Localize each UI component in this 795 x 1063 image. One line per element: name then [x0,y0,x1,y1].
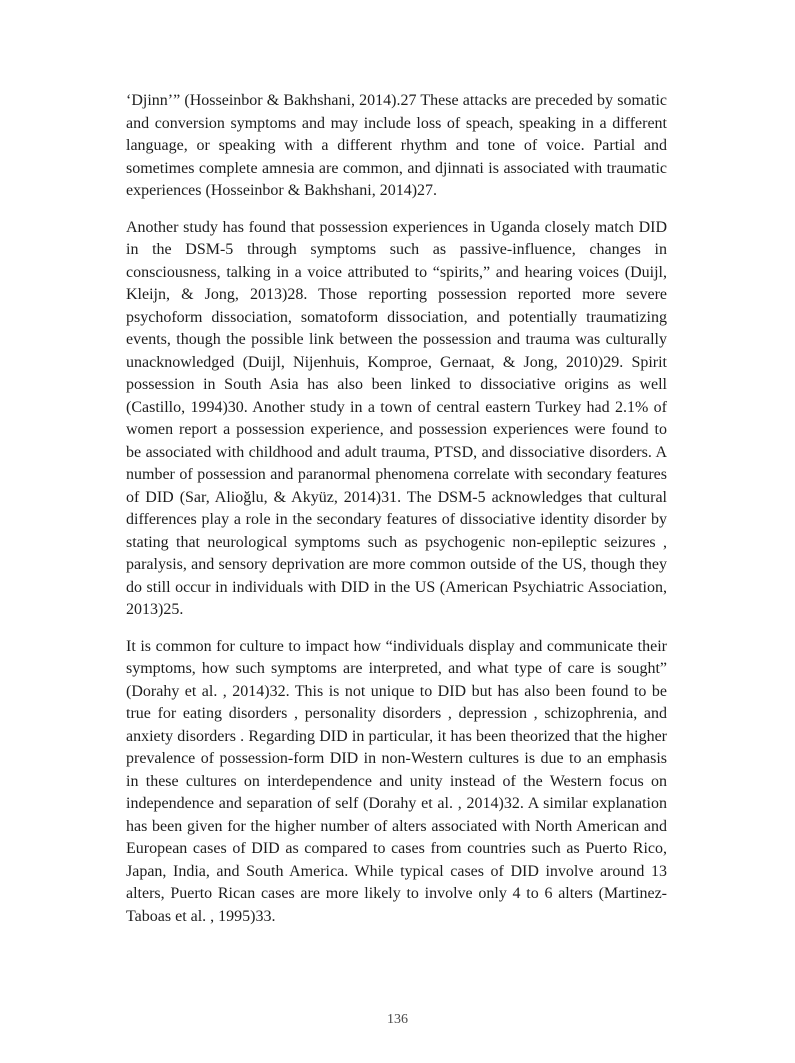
paragraph-uganda-possession: Another study has found that possession experiences in Uganda closely match DID in the DSM-5 through symptoms such as passive-influence, changes in consciousness, talking in a voice attributed to “spirits,” and hearing voices (Duijl, Kleijn, & Jong, 2013)28. Those reporting possession reported more severe psychoform dissociation, somatoform dissociation, and potentially traumatizing events, though the possible link between the possession and trauma was culturally unacknowledged (Duijl, Nijenhuis, Komproe, Gernaat, & Jong, 2010)29. Spirit possession in South Asia has also been linked to dissociative origins as well (Castillo, 1994)30. Another study in a town of central eastern Turkey had 2.1% of women report a possession experience, and possession experiences were found to be associated with childhood and adult trauma, PTSD, and dissociative disorders. A number of possession and paranormal phenomena correlate with secondary features of DID (Sar, Alioğlu, & Akyüz, 2014)31. The DSM-5 acknowledges that cultural differences play a role in the secondary features of dissociative identity disorder by stating that neurological symptoms such as psychogenic non-epileptic seizures , paralysis, and sensory deprivation are more common outside of the US, though they do still occur in individuals with DID in the US (American Psychiatric Association, 2013)25. [126,218,667,618]
paragraph-culture-impact: It is common for culture to impact how “individuals display and communicate their symptoms, how such symptoms are interpreted, and what type of care is sought” (Dorahy et al. , 2014)32. This is not unique to DID but has also been found to be true for eating disorders , personality disorders , depression , schizophrenia, and anxiety disorders . Regarding DID in particular, it has been theorized that the higher prevalence of possession-form DID in non-Western cultures is due to an emphasis in these cultures on interdependence and unity instead of the Western focus on independence and separation of self (Dorahy et al. , 2014)32. A similar explanation has been given for the higher number of alters associated with North American and European cases of DID as compared to cases from countries such as Puerto Rico, Japan, India, and South America. While typical cases of DID involve around 13 alters, Puerto Rican cases are more likely to involve only 4 to 6 alters (Martinez-Taboas et al. , 1995)33. [126,637,667,925]
page-body [126,90,667,942]
paragraph-djinn-attacks: ‘Djinn’” (Hosseinbor & Bakhshani, 2014).27 These attacks are preceded by somatic and conversion symptoms and may include loss of speach, speaking in a different language, or speaking with a different rhythm and tone of voice. Partial and sometimes complete amnesia are common, and djinnati is associated with traumatic experiences (Hosseinbor & Bakhshani, 2014)27. [126,92,667,199]
page-number: 136 [387,1012,408,1027]
